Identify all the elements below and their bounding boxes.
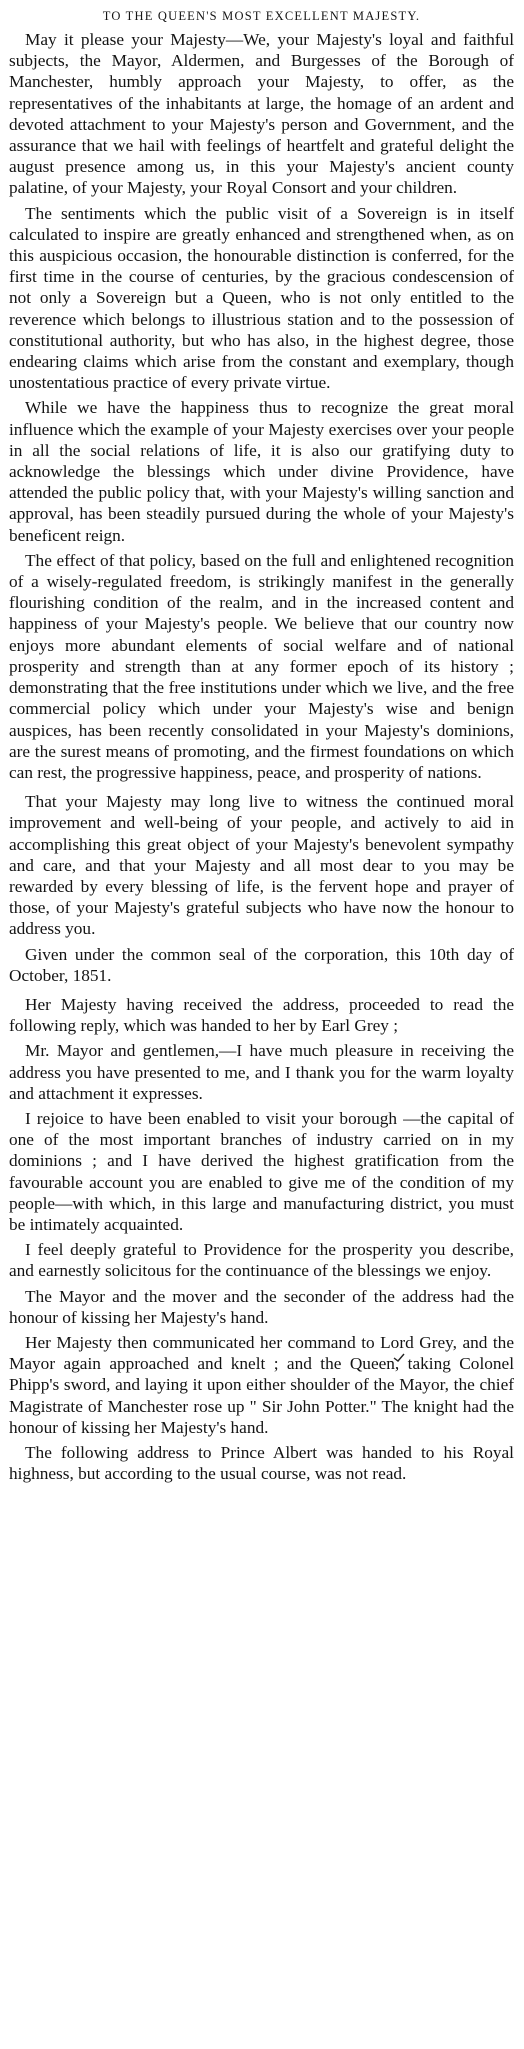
address-paragraph: While we have the happiness thus to recognize the great moral influence which the example of your Majesty exercises over your people in all the social relations of life, it is also our gratifying duty to acknowledge the blessings which under divine Providence, have attended the public policy that, with your Majesty's willing sanction and approval, has been steadily pursued during the whole of your Majesty's beneficent reign.: [9, 398, 514, 545]
address-paragraph: May it please your Majesty—We, your Majesty's loyal and faithful subjects, the Mayor, Aldermen, and Burgesses of the Borough of Manchester, humbly approach your Majesty, to offer, as the representatives of the inhabitants at large, the homage of an ardent and devoted attachment to your Majesty's person and Government, and the assurance that we hail with feelings of heartfelt and grateful delight the august presence among us, in this your Majesty's ancient county palatine, of your Majesty, your Royal Consort and your children.: [9, 30, 514, 198]
reply-paragraph: I feel deeply grateful to Providence for the prosperity you describe, and earnestly solicitous for the continuance of the blessings we enjoy.: [9, 1240, 514, 1281]
narrative-paragraph: The Mayor and the mover and the seconder of the address had the honour of kissing her Majesty's hand.: [9, 1286, 514, 1327]
address-paragraph: The effect of that policy, based on the full and enlightened recognition of a wisely-regulated freedom, is strikingly manifest in the generally flourishing condition of the realm, and in the increased content and happiness of your Majesty's people. We believe that our country now enjoys more abundant elements of social welfare and of national prosperity and strength than at any former epoch of its history ; demonstrating that the free institutions under which we live, and the free commercial policy which under your Majesty's wise and benign auspices, has been recently consolidated in your Majesty's dominions, are the surest means of promoting, and the firmest foundations on which can rest, the progressive happiness, peace, and prosperity of nations.: [9, 550, 514, 782]
narrative-paragraph: Her Majesty then communicated her command to Lord Grey, and the Mayor again approached and knelt ; and the Queen, taking Colonel Phipp's sword, and laying it upon either shoulder of the Mayor, the chief Magistrate of Manchester rose up " Sir John Potter." The knight had the honour of kissing her Majesty's hand.: [9, 1332, 514, 1437]
address-heading: TO THE QUEEN'S MOST EXCELLENT MAJESTY.: [102, 9, 421, 23]
address-paragraph: The sentiments which the public visit of a Sovereign is in itself calculated to inspire are greatly enhanced and strengthened when, as on this auspicious occasion, the honourable distinction is conferred, for the first time in the course of centuries, by the gracious condescension of not only a Sovereign but a Queen, who is not only entitled to the reverence which belongs to illustrious station and to the possession of constitutional authority, but who has also, in the highest degree, those endearing claims which arise from the constant and exemplary, though unostentatious practice of every private virtue.: [9, 203, 514, 393]
address-date-paragraph: Given under the common seal of the corporation, this 10th day of October, 1851.: [9, 944, 514, 985]
narrative-paragraph: The following address to Prince Albert was handed to his Royal highness, but according to the usual course, was not read.: [9, 1443, 514, 1484]
reply-paragraph: Mr. Mayor and gentlemen,—I have much pleasure in receiving the address you have presented to me, and I thank you for the warm loyalty and attachment it expresses.: [9, 1041, 514, 1103]
stray-ink-mark-icon: [393, 1353, 405, 1363]
address-paragraph: That your Majesty may long live to witness the continued moral improvement and well-being of your people, and actively to aid in accomplishing this great object of your Majesty's benevolent sympathy and care, and that your Majesty and all most dear to you may be rewarded by every blessing of life, is the fervent hope and prayer of those, of your Majesty's grateful subjects who have now the honour to address you.: [9, 792, 514, 939]
reply-paragraph: I rejoice to have been enabled to visit your borough —the capital of one of the most important branches of industry carried on in my dominions ; and I have derived the highest gratification from the favourable account you are enabled to give me of the condition of my people—with which, in this large and manufacturing district, you must be intimately acquainted.: [9, 1108, 514, 1234]
narrative-paragraph: Her Majesty having received the address, proceeded to read the following reply, which was handed to her by Earl Grey ;: [9, 994, 514, 1036]
print-mark: [393, 1353, 405, 1365]
